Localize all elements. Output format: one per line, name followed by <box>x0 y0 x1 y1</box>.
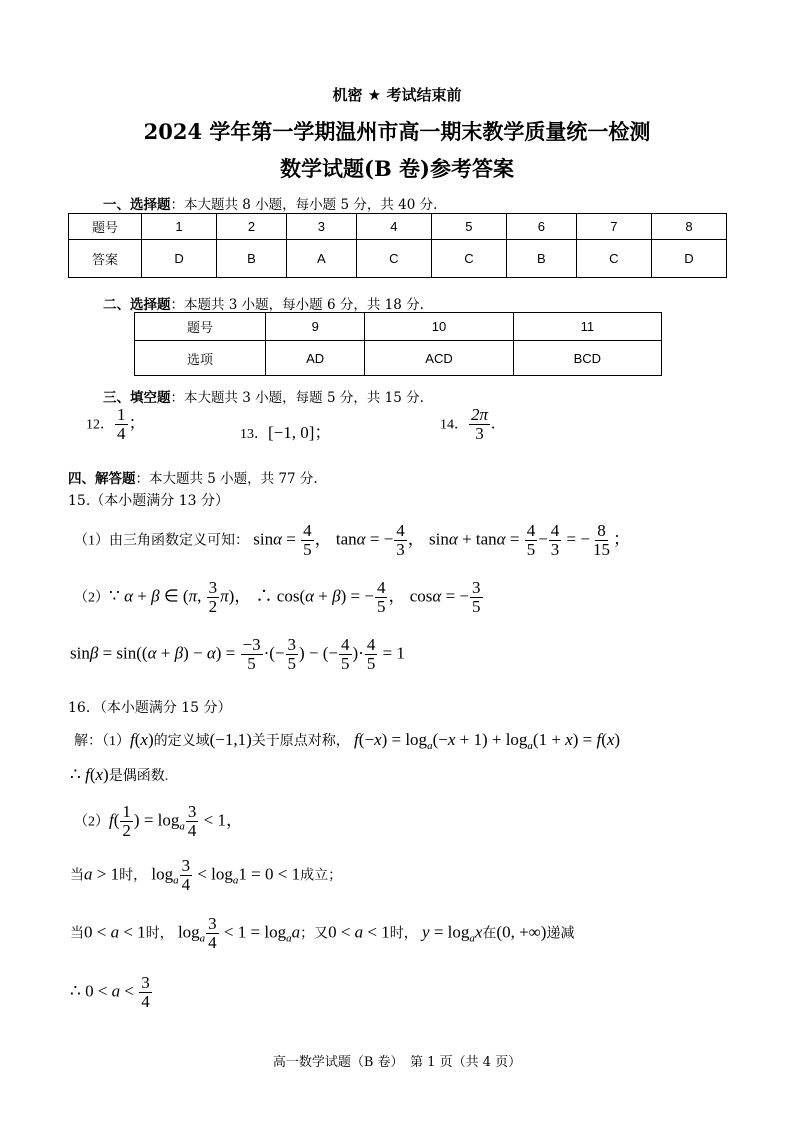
section1-heading: 一、选择题：本大题共 8 小题，每小题 5 分，共 40 分. <box>103 197 438 213</box>
table-cell: 3 <box>286 214 356 240</box>
table-row <box>135 341 662 376</box>
row-label: 题号 <box>69 214 142 240</box>
q15-part1: （1）由三角函数定义可知： sinα = $\frac{4}{5}$ ， tanα = − $\frac{4}{3}$ ， sinα + tanα = $\frac{4}{5}$ − $\frac{4}{3}$ = − $\frac{8}{15}$ ； <box>74 521 630 559</box>
q16-case1: 当a > 1时， $\log_a$ $\frac{3}{4}$ < $\log_a1 = 0 < 1$成立； <box>70 856 343 894</box>
row-label: 选项 <box>135 341 266 376</box>
table-cell: ACD <box>365 341 513 376</box>
answer-12: 12． $\frac{1}{4}$ ； <box>86 405 146 443</box>
table-cell: 11 <box>513 313 661 341</box>
q15-part2: （2）∵ α + β ∈ (π, $\frac{3}{2}$ π)， ∴ cos(α + β) = − $\frac{4}{5}$ ， cosα = − $\frac{3}{5}$ <box>74 578 481 616</box>
table-cell: A <box>286 240 356 278</box>
table-cell: B <box>217 240 287 278</box>
table-cell: 9 <box>266 313 365 341</box>
q16-case2: 当0 < a < 1时， $\log_a$ $\frac{3}{4}$ < $1 = \log_aa$；又0 < a < 1时， $y = \log_ax$在(0, +∞)递减 <box>70 914 575 952</box>
exam-subtitle: 数学试题(B 卷)参考答案 <box>280 156 514 181</box>
table-cell: C <box>431 240 506 278</box>
row-label: 题号 <box>135 313 266 341</box>
table-cell: 5 <box>431 214 506 240</box>
table-row <box>69 240 727 278</box>
section1-answer-table <box>68 213 727 278</box>
answer-13: 13．[−1, 0]； <box>240 423 332 442</box>
q16-final: ∴ 0 < a < $\frac{3}{4}$ <box>70 973 150 1011</box>
row-label: 答案 <box>69 240 142 278</box>
table-cell: 2 <box>217 214 287 240</box>
table-row <box>135 313 662 341</box>
table-cell: D <box>651 240 726 278</box>
section4-heading: 四、解答题：本大题共 5 小题，共 77 分. <box>68 471 318 487</box>
table-cell: D <box>142 240 217 278</box>
q15-sin-beta: sinβ = sin((α + β) − α) = $\frac{-3}{5}$ ·(− $\frac{3}{5}$ ) − (− $\frac{4}{5}$ )· $\frac{4}{5}$ = 1 <box>70 635 405 673</box>
section3-heading: 三、填空题：本大题共 3 小题，每题 5 分，共 15 分. <box>103 390 424 406</box>
table-cell: 8 <box>651 214 726 240</box>
exam-title: 2024 学年第一学期温州市高一期末教学质量统一检测 <box>143 119 651 144</box>
table-row <box>69 214 727 240</box>
table-cell: 7 <box>576 214 651 240</box>
table-cell: 1 <box>142 214 217 240</box>
table-cell: 4 <box>356 214 431 240</box>
answer-14: 14． $\frac{2\pi}{3}$ . <box>440 405 496 443</box>
confidential-label: 机密 ★ 考试结束前 <box>332 86 462 104</box>
q15-title: 15.（本小题满分 13 分） <box>68 493 229 509</box>
table-cell: 10 <box>365 313 513 341</box>
section2-answer-table <box>134 312 662 376</box>
q16-title: 16．（本小题满分 15 分） <box>68 700 232 716</box>
q16-part1: 解：（1）f(x)的定义域(−1,1)关于原点对称， $f(-x) = \log_a(-x + 1) + \log_a(1 + x) = f(x)$ <box>74 730 621 752</box>
table-cell: 6 <box>506 214 576 240</box>
table-cell: AD <box>266 341 365 376</box>
q16-part2: （2）f( $\frac{1}{2}$ ) = $\log_a$ $\frac{3}{4}$ < 1， <box>74 802 243 840</box>
table-cell: BCD <box>513 341 661 376</box>
page-footer: 高一数学试题（B 卷） 第 1 页（共 4 页） <box>272 1055 522 1070</box>
table-cell: C <box>576 240 651 278</box>
q16-even-conclusion: ∴ f(x)是偶函数. <box>70 765 169 784</box>
table-cell: B <box>506 240 576 278</box>
section2-heading: 二、选择题：本题共 3 小题，每小题 6 分，共 18 分. <box>103 297 424 313</box>
table-cell: C <box>356 240 431 278</box>
